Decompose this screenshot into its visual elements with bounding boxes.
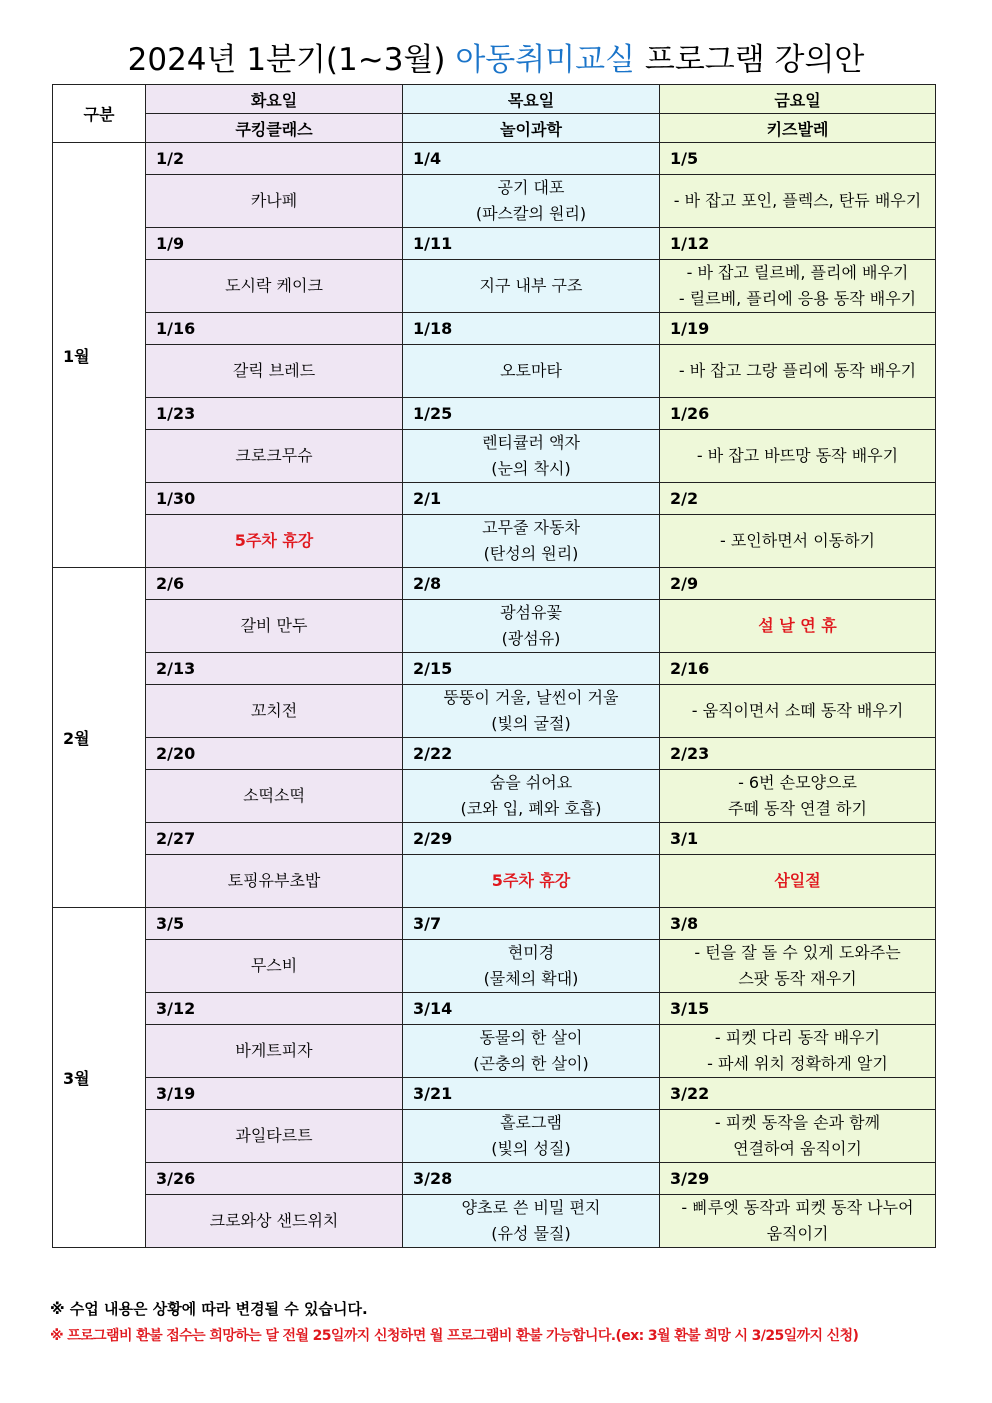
content-line: 소떡소떡: [243, 786, 305, 805]
title-highlight: 아동취미교실: [455, 42, 636, 78]
content-cell-tuesday: [146, 175, 403, 228]
date-cell-friday: 1/12: [660, 228, 936, 260]
content-cell-tuesday: [146, 1025, 403, 1078]
content-line: 고무줄 자동차: [482, 518, 580, 537]
content-line: 도시락 케이크: [225, 276, 323, 295]
content-cell-tuesday: [146, 1110, 403, 1163]
date-cell-friday: 1/5: [660, 143, 936, 175]
month-label: 2월: [53, 568, 146, 908]
content-cell-friday: [660, 1110, 936, 1163]
content-line: - 파세 위치 정확하게 알기: [707, 1054, 888, 1073]
date-cell-friday: 3/15: [660, 993, 936, 1025]
content-line: 스팟 동작 재우기: [738, 969, 857, 988]
header-class-science: 놀이과학: [403, 114, 660, 143]
content-line: 광섬유꽃: [500, 603, 562, 622]
date-cell-thursday: 3/7: [403, 908, 660, 940]
content-line: 주떼 동작 연결 하기: [728, 799, 867, 818]
content-line: - 움직이면서 소떼 동작 배우기: [691, 701, 904, 720]
content-cell-thursday: [403, 430, 660, 483]
date-cell-tuesday: 2/13: [146, 653, 403, 685]
date-cell-thursday: 1/25: [403, 398, 660, 430]
content-line: (탄성의 원리): [483, 544, 579, 563]
content-line: 5주차 휴강: [491, 871, 571, 890]
content-cell-friday: [660, 940, 936, 993]
date-cell-thursday: 3/21: [403, 1078, 660, 1110]
content-line: (눈의 착시): [491, 459, 571, 478]
content-cell-thursday: [403, 175, 660, 228]
header-class-ballet: 키즈발레: [660, 114, 936, 143]
content-cell-friday: [660, 855, 936, 908]
content-cell-friday: [660, 175, 936, 228]
content-cell-thursday: [403, 260, 660, 313]
date-cell-tuesday: 1/9: [146, 228, 403, 260]
content-cell-thursday: [403, 940, 660, 993]
content-line: (빛의 성질): [491, 1139, 571, 1158]
header-day-friday: 금요일: [660, 85, 936, 114]
date-cell-friday: 2/16: [660, 653, 936, 685]
content-cell-friday: [660, 345, 936, 398]
content-line: 공기 대포: [497, 178, 565, 197]
date-cell-thursday: 3/14: [403, 993, 660, 1025]
content-line: - 바 잡고 릴르베, 플리에 배우기: [686, 263, 909, 282]
content-cell-thursday: [403, 685, 660, 738]
date-cell-friday: 2/23: [660, 738, 936, 770]
header-gubun: 구분: [53, 85, 146, 143]
content-cell-friday: [660, 1195, 936, 1248]
content-cell-tuesday: [146, 1195, 403, 1248]
content-cell-tuesday: [146, 515, 403, 568]
content-line: - 릴르베, 플리에 응용 동작 배우기: [678, 289, 917, 308]
date-cell-tuesday: 3/19: [146, 1078, 403, 1110]
header-day-tuesday: 화요일: [146, 85, 403, 114]
content-line: - 바 잡고 그랑 플리에 동작 배우기: [678, 361, 917, 380]
date-cell-friday: 1/26: [660, 398, 936, 430]
content-cell-thursday: [403, 855, 660, 908]
content-line: 지구 내부 구조: [479, 276, 583, 295]
date-cell-thursday: 2/15: [403, 653, 660, 685]
content-cell-tuesday: [146, 345, 403, 398]
date-cell-friday: 3/8: [660, 908, 936, 940]
content-cell-thursday: [403, 345, 660, 398]
content-line: 현미경: [507, 943, 555, 962]
content-line: 뚱뚱이 거울, 날씬이 거울: [443, 688, 619, 707]
title-prefix: 2024년 1분기(1~3월): [127, 42, 456, 78]
content-cell-thursday: [403, 515, 660, 568]
date-cell-tuesday: 1/30: [146, 483, 403, 515]
content-line: 삼일절: [774, 871, 821, 890]
content-line: 꼬치전: [250, 701, 298, 720]
content-cell-thursday: [403, 600, 660, 653]
content-line: 설 날 연 휴: [758, 616, 837, 635]
content-line: - 턴을 잘 돌 수 있게 도와주는: [694, 943, 901, 962]
content-line: (광섬유): [501, 629, 561, 648]
date-cell-tuesday: 1/23: [146, 398, 403, 430]
content-line: - 삐루엣 동작과 피켓 동작 나누어: [681, 1198, 914, 1217]
content-line: (물체의 확대): [483, 969, 579, 988]
content-line: (파스칼의 원리): [475, 204, 587, 223]
content-line: 토핑유부초밥: [227, 871, 321, 890]
date-cell-tuesday: 2/6: [146, 568, 403, 600]
content-line: 바게트피자: [235, 1041, 313, 1060]
content-line: - 포인하면서 이동하기: [719, 531, 876, 550]
content-cell-tuesday: [146, 260, 403, 313]
note-refund-policy: ※ 프로그램비 환불 접수는 희망하는 달 전월 25일까지 신청하면 월 프로그램비 환불 가능합니다.(ex: 3월 환불 희망 시 3/25일까지 신청): [50, 1328, 859, 1344]
date-cell-friday: 3/1: [660, 823, 936, 855]
content-line: 크로와상 샌드위치: [209, 1211, 339, 1230]
content-line: 크로크무슈: [235, 446, 313, 465]
content-cell-friday: [660, 430, 936, 483]
date-cell-friday: 2/2: [660, 483, 936, 515]
header-class-cooking: 쿠킹클래스: [146, 114, 403, 143]
date-cell-thursday: 1/4: [403, 143, 660, 175]
content-cell-friday: [660, 685, 936, 738]
content-line: - 바 잡고 포인, 플렉스, 탄듀 배우기: [673, 191, 922, 210]
content-line: 숨을 쉬어요: [489, 773, 573, 792]
content-cell-thursday: [403, 770, 660, 823]
content-cell-tuesday: [146, 600, 403, 653]
page-title: [0, 34, 992, 79]
month-label: 1월: [53, 143, 146, 568]
date-cell-tuesday: 2/20: [146, 738, 403, 770]
content-line: - 6번 손모양으로: [738, 773, 857, 792]
content-cell-friday: [660, 600, 936, 653]
content-line: - 바 잡고 바뜨망 동작 배우기: [696, 446, 899, 465]
content-line: 렌티큘러 액자: [482, 433, 580, 452]
content-cell-tuesday: [146, 430, 403, 483]
content-line: 동물의 한 살이: [479, 1028, 583, 1047]
content-cell-tuesday: [146, 940, 403, 993]
content-line: - 피켓 다리 동작 배우기: [714, 1028, 881, 1047]
date-cell-tuesday: 2/27: [146, 823, 403, 855]
content-line: 연결하여 움직이기: [733, 1139, 862, 1158]
schedule-table: [52, 84, 936, 1248]
content-cell-tuesday: [146, 855, 403, 908]
content-line: - 피켓 동작을 손과 함께: [714, 1113, 881, 1132]
content-line: 과일타르트: [235, 1126, 313, 1145]
content-cell-thursday: [403, 1195, 660, 1248]
content-line: 갈릭 브레드: [232, 361, 316, 380]
note-schedule-change: ※ 수업 내용은 상황에 따라 변경될 수 있습니다.: [50, 1300, 368, 1318]
month-label: 3월: [53, 908, 146, 1248]
content-line: 홀로그램: [500, 1113, 562, 1132]
content-cell-tuesday: [146, 770, 403, 823]
date-cell-thursday: 3/28: [403, 1163, 660, 1195]
header-day-thursday: 목요일: [403, 85, 660, 114]
date-cell-friday: 3/22: [660, 1078, 936, 1110]
content-line: (빛의 굴절): [491, 714, 571, 733]
content-line: 양초로 쓴 비밀 편지: [461, 1198, 601, 1217]
title-suffix: 프로그램 강의안: [635, 42, 865, 78]
date-cell-tuesday: 3/26: [146, 1163, 403, 1195]
content-cell-tuesday: [146, 685, 403, 738]
date-cell-friday: 1/19: [660, 313, 936, 345]
date-cell-friday: 3/29: [660, 1163, 936, 1195]
date-cell-thursday: 1/11: [403, 228, 660, 260]
date-cell-tuesday: 1/16: [146, 313, 403, 345]
date-cell-thursday: 2/22: [403, 738, 660, 770]
content-cell-thursday: [403, 1025, 660, 1078]
content-cell-thursday: [403, 1110, 660, 1163]
content-line: 카나페: [250, 191, 298, 210]
content-cell-friday: [660, 1025, 936, 1078]
content-cell-friday: [660, 770, 936, 823]
content-cell-friday: [660, 515, 936, 568]
content-line: 갈비 만두: [240, 616, 308, 635]
date-cell-tuesday: 1/2: [146, 143, 403, 175]
date-cell-thursday: 1/18: [403, 313, 660, 345]
content-cell-friday: [660, 260, 936, 313]
date-cell-thursday: 2/1: [403, 483, 660, 515]
content-line: 움직이기: [766, 1224, 829, 1243]
content-line: 5주차 휴강: [234, 531, 314, 550]
content-line: (유성 물질): [491, 1224, 571, 1243]
content-line: 무스비: [250, 956, 298, 975]
date-cell-tuesday: 3/12: [146, 993, 403, 1025]
content-line: 오토마타: [500, 361, 562, 380]
content-line: (곤충의 한 살이): [473, 1054, 589, 1073]
content-line: (코와 입, 폐와 호흡): [460, 799, 602, 818]
date-cell-thursday: 2/29: [403, 823, 660, 855]
date-cell-tuesday: 3/5: [146, 908, 403, 940]
date-cell-thursday: 2/8: [403, 568, 660, 600]
date-cell-friday: 2/9: [660, 568, 936, 600]
